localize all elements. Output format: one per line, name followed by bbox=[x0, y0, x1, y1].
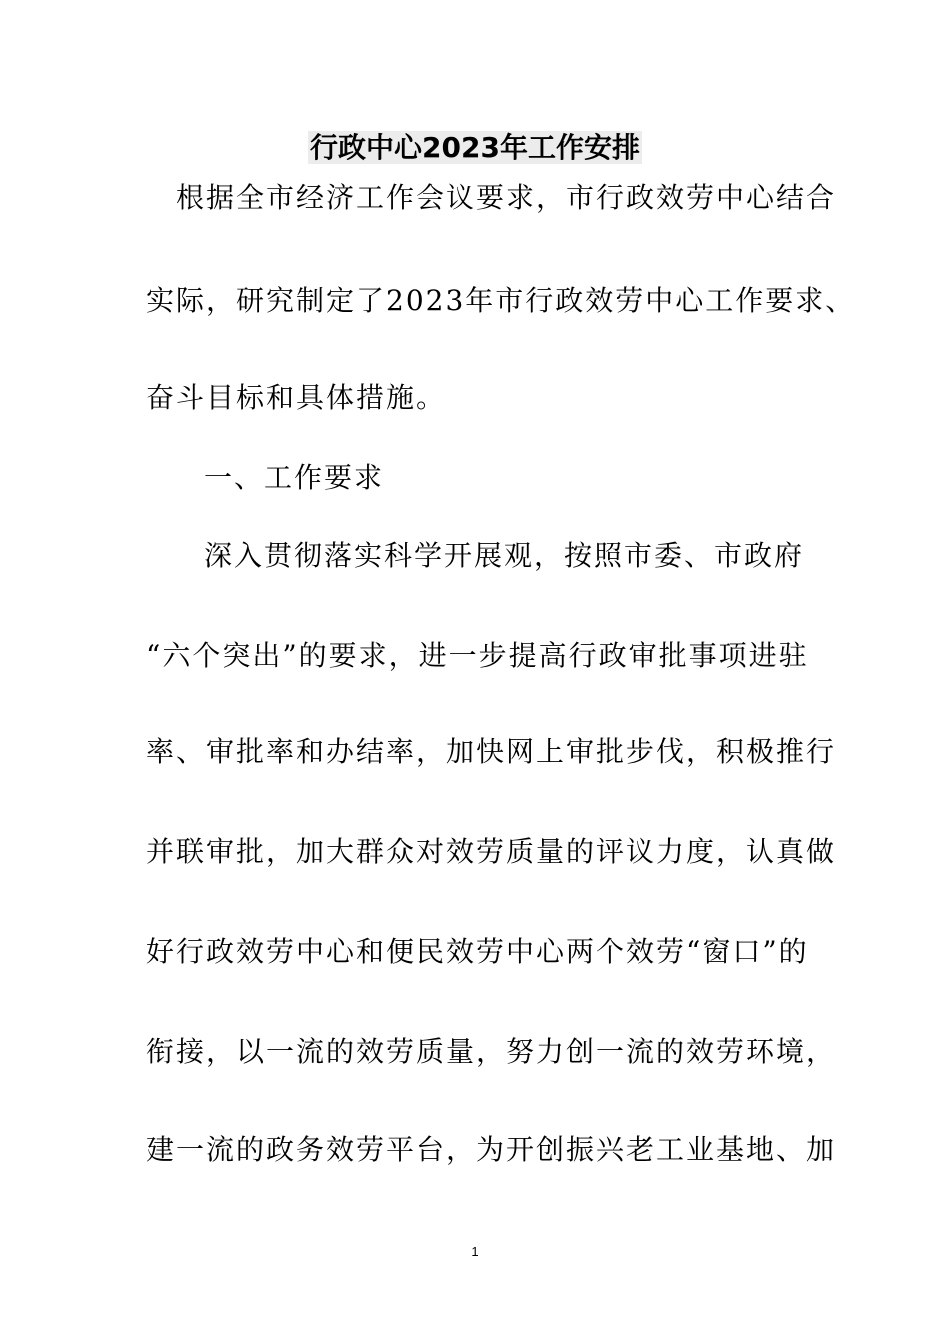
section-heading: 一、工作要求 bbox=[204, 461, 385, 494]
paragraph-line: 建一流的政务效劳平台，为开创振兴老工业基地、加 bbox=[146, 1133, 837, 1166]
paragraph-line: 衔接，以一流的效劳质量，努力创一流的效劳环境， bbox=[146, 1035, 837, 1068]
paragraph-line: 并联审批，加大群众对效劳质量的评议力度，认真做 bbox=[146, 835, 837, 868]
paragraph-line: 实际，研究制定了2023年市行政效劳中心工作要求、 bbox=[146, 284, 856, 317]
paragraph-line: 奋斗目标和具体措施。 bbox=[146, 381, 447, 414]
document-title bbox=[0, 128, 950, 168]
page-number: 1 bbox=[471, 1244, 479, 1259]
paragraph-line: 好行政效劳中心和便民效劳中心两个效劳“窗口”的 bbox=[146, 935, 809, 968]
paragraph-line: “六个突出”的要求，进一步提高行政审批事项进驻 bbox=[146, 639, 809, 672]
paragraph-line: 率、审批率和办结率，加快网上审批步伐，积极推行 bbox=[146, 735, 837, 768]
paragraph-line: 根据全市经济工作会议要求，市行政效劳中心结合 bbox=[176, 181, 837, 214]
document-title-text: 行政中心2023年工作安排 bbox=[310, 131, 640, 164]
paragraph-line: 深入贯彻落实科学开展观，按照市委、市政府 bbox=[204, 539, 805, 572]
